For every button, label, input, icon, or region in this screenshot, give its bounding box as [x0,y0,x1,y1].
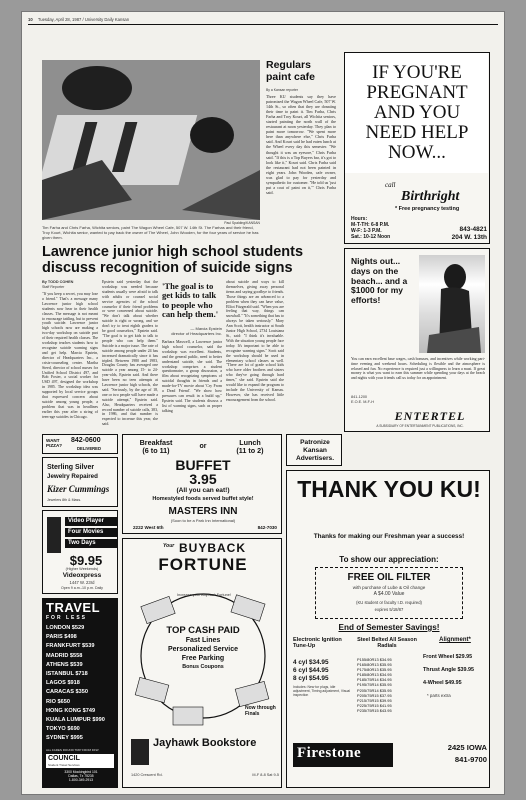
buffet-or: or [199,443,207,450]
video-hours: Open 9 a.m.-10 p.m. Daily [61,586,103,590]
video-price: $9.95 [69,553,103,568]
nights-headline: Nights out... days on the beach... and a $1000 for my efforts! [351,256,408,306]
travel-sub: FOR LESS [46,615,88,621]
travel-fare-row: ISTANBUL $718 [46,671,88,678]
tire-price-row: P155/80R13 $34.95 [357,657,392,662]
travel-fare-list [46,624,114,744]
alignment-price-row: Thrust Angle $39.95 [423,667,475,673]
alignment-price-list [423,651,487,690]
travel-fare-row: FRANKFURT $539 [46,643,95,650]
alignment-title: Alignment* [439,637,471,643]
coupon-line-3: (KU student or faculty I.D. required) [356,600,422,605]
silver-line-2: Jewelry Repaired [47,473,98,480]
coupon-line-2: A $4.00 Value [373,591,405,597]
fortune-note: Now through Finals [245,705,276,717]
page-number: 10 [28,17,33,22]
main-col-1: "If you keep a secret, you may lose a friend." That's a message many Lawrence junior high school students now hear in their health classes. The message is not meant to encourage tattling, but to prevent youth suicide. Lawrence junior high schools now are making a two-day workshop on suicide part of their required health classes. The workshop teaches students how to recognize suicide warning signs and get help. Marcia Epstein, director of Headquarters Inc., a crisis-counseling center. Martha Steed, director of school nurses for Unified School District 497, and Bob Foster, a social worker for USD 497, designed the workshop in 1985. The workshop idea was supported by local service groups that expressed concern about suicide among young people, a problem that was in headlines earlier this year after a string of teen-age suicides in Chicago. [42,292,98,419]
firestone-ad [286,470,490,788]
pull-quote: 'The goal is to get kids to talk to people who can help them.' [162,281,219,320]
council-brand: COUNCIL [48,755,80,762]
masters-inn-brand: MASTERS INN [168,506,238,517]
kizer-brand: Kizer Cummings [47,484,110,494]
travel-note: ALL FARES ROUND TRIP FROM DFW [46,748,99,752]
entertel-subline: A SUBSIDIARY OF ENTERTAINMENT PUBLICATIONS, INC. [376,424,464,428]
tire-price-row: P185/75R14 $34.95 [357,677,392,683]
firestone-address: 2425 IOWA [447,743,487,752]
fortune-title-2: FORTUNE [158,555,248,574]
birthright-address: 204 W. 13th [451,234,487,241]
travel-fare-row: SYDNEY $995 [46,735,83,742]
jayhawk-brand: Jayhawk Bookstore [153,737,257,749]
pizza-phone: 842-0600 [71,437,101,444]
coupon-title: FREE OIL FILTER [347,572,431,583]
ignition-note: Includes: New tor plugs, idle adjustment, Timing adjustment, Visual inspection [293,685,351,698]
newspaper-page [22,12,504,794]
painting-photo-illustration [42,60,260,220]
regulars-headline: Regulars paint cafe [266,59,316,83]
woman-photo [419,255,485,353]
buffet-phone: 842-7030 [257,525,277,530]
travel-ad [42,598,118,788]
jayhawk-address: 1420 Crescent Rd. [131,773,163,777]
jayhawk-logo-icon [131,739,149,765]
video-line-1: Video Player [65,517,117,526]
main-col-3: Barbara Maxwell, a Lawrence junior high school counselor, said the workshop was excellent. Students, and the general public, need to better understand suicide, she said. The workshop comprises a student questionnaire, a group discussion, a film about recognizing symptoms of suicidal thoughts in friends and a made-for-TV movie about 'Cry From a Dead Friend'. "We show how pressures can result in a build up," Epstein said. The students discuss a list of warning signs, such as proper talking [162,340,222,413]
tire-price-row: P195/75R14 $35.95 [357,682,392,688]
oil-filter-coupon [315,567,463,619]
woman-photo-illustration [419,255,485,353]
travel-fare-row: KUALA LUMPUR $990 [46,717,105,724]
nights-body: You can earn excellent base wages, cash bonuses, and incentives while working part-time evening and weekend hours. Scheduling is flexible and the atmosphere is relaxed and fun. No experience is required just a willingness to learn a must. If great money is what you want to earn this summer while spending your days at the beach and nights with your friends call us today for an appointment. [351,357,485,381]
tire-price-row: P185/80R13 $34.95 [357,672,392,678]
ignition-price-list [293,659,353,683]
page-header [28,17,328,22]
patronize-ad [286,434,342,466]
pull-quote-attribution: — Marcia Epstein director of Headquarters Inc. [171,326,222,336]
coupon-line-1: with purchase of Lube & Oil change [352,585,426,590]
jayhawk-bookstore-ad [122,538,282,788]
video-note: (Higher Weekends) [65,567,99,571]
tire-price-row: P205/75R14 $35.95 [357,687,392,693]
fortune-pre: Your [163,543,175,549]
buffet-lunch: Lunch (11 to 2) [236,438,264,455]
regulars-byline: By a Kansan reporter [266,88,299,92]
buffet-address: 2222 West 6th [133,525,164,530]
fortune-center-2: Fast Lines [185,637,221,644]
pregnant-headline: IF YOU'RE PREGNANT AND YOU NEED HELP NOW... [365,62,469,163]
alignment-note: * parts extra [427,693,451,698]
fortune-center-5: Bonus Coupons [182,664,224,670]
buffet-desc: Homestyled foods served buffet style! [152,496,254,502]
tire-price-row: P225/75R15 $41.95 [357,702,392,708]
travel-fare-row: LONDON $529 [46,625,85,631]
regulars-body: Three KU students say they have patronized the Wagon Wheel Cafe, 507 W. 14th St., so often that they are donating their time to paint it. Tim Farha, Chris Farha and Troy Kourt, all Wichita seniors, started painting the north wall of the restaurant at noon yesterday. They plan to paint more tomorrow. "We spent more here than anywhere else," Chris Farha said. And Kourt said he had eaten lunch at the Wheel every day this semester. "We thought it was an eyesore," Chris Farha said. "If this is a Top Buyers bar, it's got to look like it," Kourt said. Chris Farha said the restaurant had not been painted in eight years. John Wooden, cafe owner, was glad to pay for yesterday and sympathetic for customer. "He told us 'just put a coat of paint on it,'" Chris Farha said. [266,94,336,195]
entertel-brand: ENTERTEL [394,409,466,423]
travel-fare-row: CARACAS $350 [46,689,88,696]
birthright-hours: M-T-TH: 6-8 P.M. W-F: 1-3 P.M. Sat.: 10-12 Noon [351,222,391,240]
tires-price-list [357,657,417,713]
travel-fare-row: LAGOS $918 [46,680,80,687]
videoxpress-brand: Videoxpress [62,572,102,579]
coupon-line-4: expires 5/18/87 [374,607,404,612]
nights-eoe: E.O.E. M-F-H [351,400,374,404]
firestone-logo [293,743,393,767]
fortune-center-1: TOP CASH PAID [166,625,240,636]
ignition-price-row: 8 cyl $54.95 [293,675,329,682]
videoxpress-ad [42,510,118,594]
buffet-sub: (All you can eat!) [176,487,230,494]
savings-headline: End of Semester Savings! [338,623,440,632]
main-byline-role: Staff Reporter [42,285,65,289]
council-logo [46,754,114,768]
masters-inn-ad [122,434,282,534]
photo-credit: Paul Spalding/KANSAN [224,221,260,225]
main-byline: By TODD COHEN [42,280,74,284]
hours-label: Hours: [351,216,368,222]
photo-caption: Tim Farha and Chris Farha, Wichita seniors, paint The Wagon Wheel Cafe, 507 W. 14th St. The Farhas and their friend, Troy Kourt, Wichita senior, wanted to pay back the owner of The Wheel, John Wooden, for the four years of service he has given them. [42,225,259,240]
jayhawk-hours: M-F 8-8 Sat 9-5 [252,773,279,777]
travel-fare-row: MADRID $558 [46,652,83,659]
fortune-center-4: Free Parking [181,655,225,662]
birthright-brand: Birthright [401,189,460,204]
ignition-price-row: 4 cyl $34.95 [293,659,329,666]
fortune-coupon: Increase your Buyback Fortune! [177,593,231,597]
kizer-sub: Jewelers 8th & Mass. [47,498,82,502]
birthright-phone: 843-4821 [459,226,487,233]
tire-price-row: P235/75R15 $43.95 [357,707,392,713]
main-headline: Lawrence junior high school students discuss recognition of suicide signs [42,244,304,276]
travel-fare-row: RIO $650 [46,698,70,705]
main-col-2: Epstein said yesterday that the workshop was needed because students usually were afraid to talk with adults or counsel social service agencies of the school counselor if their friend problems or were concerned about suicide. "We don't talk about whether suicide is right or wrong, and we don't try to treat eighth graders to be good counselors," Epstein said. "The goal is to get kids to talk to people who can help them." Suicide is a major issue. The rate of suicide among people under 24 has increased dramatically since it has tripled. Between 1980 and 1983, Douglas County has averaged one suicide a year among 15- to 24-year-olds, Epstein said. And there have been no teen attempts at Lawrence junior high schools, she said. "Seriously, by the age of 18, one or two people will have made a suicide attempt," Epstein said. Also, Headquarters received a record number of suicide calls, 383, in 1986, and that number is expected to increase this year, she said. [102,280,158,427]
nights-phone: 841-1200 [351,395,368,399]
alignment-price-row: 4-Wheel $49.95 [423,680,462,686]
tire-price-row: P205/75R15 $37.95 [357,692,392,698]
tire-price-row: P215/75R15 $39.95 [357,697,392,703]
fortune-center-3: Personalized Service [167,646,239,653]
ignition-title: Electronic Ignition Tune-Up [293,637,342,650]
patronize-text: Patronize Kansan Advertisers. [295,439,335,462]
fortune-title-1: BUYBACK [179,541,246,555]
silver-ad [42,457,118,507]
dateline: Tuesday, April 28, 1987 / University Daily Kansan [37,17,130,22]
alignment-price-row: Front Wheel $29.95 [423,654,473,660]
buffet-breakfast: Breakfast (6 to 11) [139,438,173,455]
video-address: 1447 W. 23rd [69,580,95,585]
tire-price-row: P165/80R13 $35.95 [357,662,392,668]
video-line-3: Two Days [65,539,117,548]
video-line-2: Four Movies [65,528,117,537]
travel-fare-row: ATHENS $539 [46,661,83,668]
travel-fare-row: PARIS $498 [46,634,77,641]
firestone-phone: 841-9700 [454,755,487,764]
travel-title: TRAVEL [46,600,101,615]
pizza-ad [42,434,118,454]
pizza-delivered: DELIVERED [77,446,101,451]
thankyou-show: To show our appreciation: [339,555,439,564]
news-photo [42,60,260,220]
tv-icon [47,517,61,553]
tires-title: Steel Belted All Season Radials [357,637,417,650]
travel-fare-row: TOKYO $690 [46,726,80,733]
silver-line-1: Sterling Silver [47,464,95,471]
birthright-ad [344,52,490,244]
thankyou-sub: Thanks for making our Freshman year a success! [313,533,465,540]
travel-fare-row: HONG KONG $749 [46,707,96,714]
tire-price-row: P175/80R13 $35.95 [357,667,392,673]
pizza-label: WANT PIZZA? [46,438,63,449]
council-sub: Student Travel Services [48,763,80,767]
ignition-price-row: 6 cyl $44.95 [293,667,329,674]
council-address: 3300 Mockingbird 101 Dallas, Tx 75235 1-800-349-2913 [64,770,98,783]
main-col-4: about suicide and ways to kill themselves, giving away personal items and saying goodbye to friends. Those things are an advanced to a problem when they can have value, Elliot Fitzgerald said. "When you are feeling that way, things can snowball." "It's something that has to always be taken seriously." Mary Ann Scott, health instructor at South Junior High School, 2734 Louisiana St., said: "I think it's invaluable. With the situation young people face today. It's important to be able to recognize warning signs." Scott said the workshop should be used in elementary school classes as well. "There are lot of grade school kids who have older brothers and sisters who they've going through hard times," she said. Epstein said she would like to expand the program to include the University of Kansas. However, she has received little encouragement from the school. [226,280,284,402]
buffet-note: (Soon to be a Park Inn International) [170,518,236,523]
thankyou-headline: THANK YOU KU! [297,476,481,502]
buffet-price: 3.95 [189,471,217,487]
entertel-ad [344,248,490,432]
firestone-brand: Firestone [297,745,362,761]
buffet-title: BUFFET [175,457,231,473]
call-label: call [385,181,396,189]
birthright-tagline: * Free pregnancy testing [395,206,460,212]
